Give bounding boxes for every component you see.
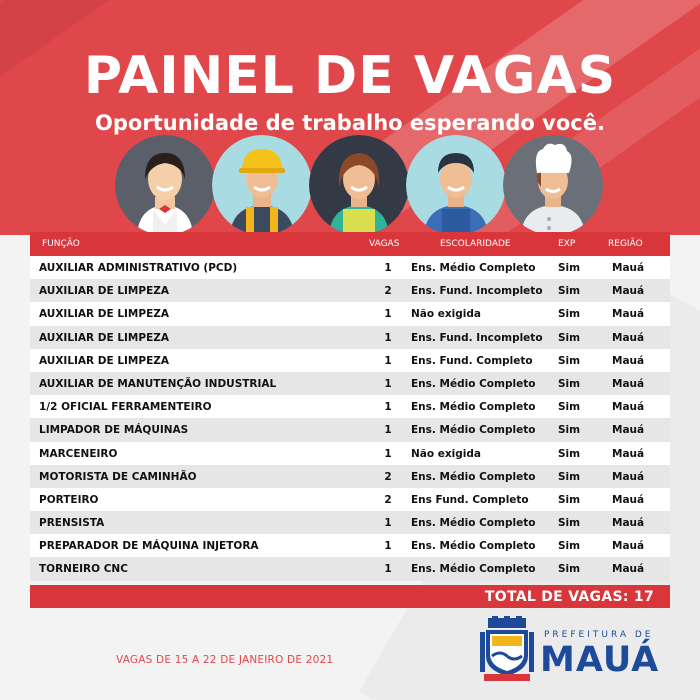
vacancy-period: VAGAS DE 15 A 22 DE JANEIRO DE 2021 [116, 654, 334, 666]
cell-regiao: Mauá [612, 447, 645, 460]
cell-escolaridade: Não exigida [411, 308, 481, 321]
cell-regiao: Mauá [612, 424, 645, 437]
cell-regiao: Mauá [612, 401, 645, 414]
cell-exp: Sim [558, 563, 581, 576]
table-row [30, 395, 670, 418]
cell-exp: Sim [558, 262, 581, 274]
cell-exp: Sim [558, 470, 581, 483]
cell-exp: Sim [558, 517, 581, 530]
total-vacancies: TOTAL DE VAGAS: 17 [484, 589, 654, 605]
cell-exp: Sim [558, 447, 581, 460]
cell-vagas: 2 [384, 285, 392, 298]
table-row [30, 256, 670, 279]
page-subtitle: Oportunidade de trabalho esperando você. [95, 111, 605, 135]
cell-vagas: 1 [384, 540, 392, 553]
header-funcao: FUNÇÃO [42, 239, 80, 249]
cell-vagas: 1 [384, 354, 392, 367]
cell-exp: Sim [558, 493, 581, 506]
table-row [30, 326, 670, 349]
cell-funcao: LIMPADOR DE MÁQUINAS [39, 424, 189, 437]
cell-exp: Sim [558, 540, 581, 553]
cell-exp: Sim [558, 285, 581, 298]
cell-exp: Sim [558, 354, 581, 367]
cell-vagas: 1 [384, 308, 392, 321]
cell-exp: Sim [558, 424, 581, 437]
table-row [30, 349, 670, 372]
table-row [30, 534, 670, 557]
construction-worker-avatar-icon [212, 135, 312, 235]
chef-avatar-icon [503, 135, 603, 235]
table-row [30, 372, 670, 395]
cell-funcao: AUXILIAR DE LIMPEZA [39, 331, 169, 344]
cell-funcao: AUXILIAR DE MANUTENÇÃO INDUSTRIAL [39, 377, 277, 390]
coat-of-arms-icon [478, 616, 536, 682]
avatar-strip [115, 135, 605, 235]
mechanic-avatar-icon [406, 135, 506, 235]
cell-exp: Sim [558, 377, 581, 390]
cell-regiao: Mauá [612, 470, 645, 483]
cell-funcao: 1/2 OFICIAL FERRAMENTEIRO [39, 401, 212, 414]
cell-escolaridade: Ens. Médio Completo [411, 540, 536, 553]
cell-exp: Sim [558, 308, 581, 321]
cell-vagas: 1 [384, 517, 392, 530]
table-row [30, 442, 670, 465]
logo-name: MAUÁ [540, 640, 660, 680]
cell-funcao: PORTEIRO [39, 493, 99, 506]
cell-regiao: Mauá [612, 493, 645, 506]
city-hall-logo [478, 614, 678, 684]
cell-escolaridade: Ens. Fund. Completo [411, 354, 533, 367]
cell-regiao: Mauá [612, 563, 645, 576]
header-vagas: VAGAS [369, 239, 400, 249]
table-row [30, 279, 670, 302]
table-row [30, 488, 670, 511]
cell-regiao: Mauá [612, 285, 645, 298]
vacancy-table [30, 232, 670, 581]
logo-prefix: PREFEITURA DE [544, 630, 654, 640]
table-header [30, 232, 670, 256]
table-row [30, 418, 670, 441]
total-bar [30, 585, 670, 608]
cell-funcao: TORNEIRO CNC [39, 563, 128, 576]
cell-funcao: AUXILIAR DE LIMPEZA [39, 354, 169, 367]
cell-escolaridade: Não exigida [411, 447, 481, 460]
cell-regiao: Mauá [612, 331, 645, 344]
cell-escolaridade: Ens. Médio Completo [411, 401, 536, 414]
table-row [30, 511, 670, 534]
cell-escolaridade: Ens Fund. Completo [411, 493, 529, 506]
header-exp: EXP [558, 239, 576, 249]
cell-regiao: Mauá [612, 354, 645, 367]
cell-vagas: 2 [384, 493, 392, 506]
waitress-avatar-icon [115, 135, 215, 235]
cell-regiao: Mauá [612, 377, 645, 390]
cell-vagas: 1 [384, 424, 392, 437]
cell-vagas: 1 [384, 377, 392, 390]
cell-funcao: PRENSISTA [39, 517, 105, 530]
cell-regiao: Mauá [612, 540, 645, 553]
cell-funcao: AUXILIAR DE LIMPEZA [39, 285, 169, 298]
cell-escolaridade: Ens. Médio Completo [411, 262, 536, 274]
cell-vagas: 1 [384, 262, 392, 274]
cell-escolaridade: Ens. Médio Completo [411, 563, 536, 576]
cell-vagas: 1 [384, 563, 392, 576]
cell-funcao: MOTORISTA DE CAMINHÃO [39, 470, 197, 483]
cell-escolaridade: Ens. Fund. Incompleto [411, 331, 543, 344]
cell-vagas: 1 [384, 401, 392, 414]
header-regiao: REGIÃO [608, 239, 643, 249]
cell-escolaridade: Ens. Médio Completo [411, 517, 536, 530]
cell-exp: Sim [558, 401, 581, 414]
cell-regiao: Mauá [612, 262, 645, 274]
cell-funcao: PREPARADOR DE MÁQUINA INJETORA [39, 540, 259, 553]
table-row [30, 465, 670, 488]
cell-funcao: MARCENEIRO [39, 447, 118, 460]
cell-escolaridade: Ens. Médio Completo [411, 377, 536, 390]
cell-escolaridade: Ens. Médio Completo [411, 470, 536, 483]
cell-regiao: Mauá [612, 308, 645, 321]
header-escolaridade: ESCOLARIDADE [440, 239, 511, 249]
woman-apron-avatar-icon [309, 135, 409, 235]
cell-funcao: AUXILIAR ADMINISTRATIVO (PCD) [39, 262, 238, 274]
cell-regiao: Mauá [612, 517, 645, 530]
table-row [30, 302, 670, 325]
cell-vagas: 2 [384, 470, 392, 483]
cell-escolaridade: Ens. Fund. Incompleto [411, 285, 543, 298]
table-body [30, 256, 670, 581]
cell-vagas: 1 [384, 447, 392, 460]
cell-escolaridade: Ens. Médio Completo [411, 424, 536, 437]
cell-vagas: 1 [384, 331, 392, 344]
table-row [30, 557, 670, 580]
cell-funcao: AUXILIAR DE LIMPEZA [39, 308, 169, 321]
page-title: PAINEL DE VAGAS [83, 46, 617, 106]
cell-exp: Sim [558, 331, 581, 344]
